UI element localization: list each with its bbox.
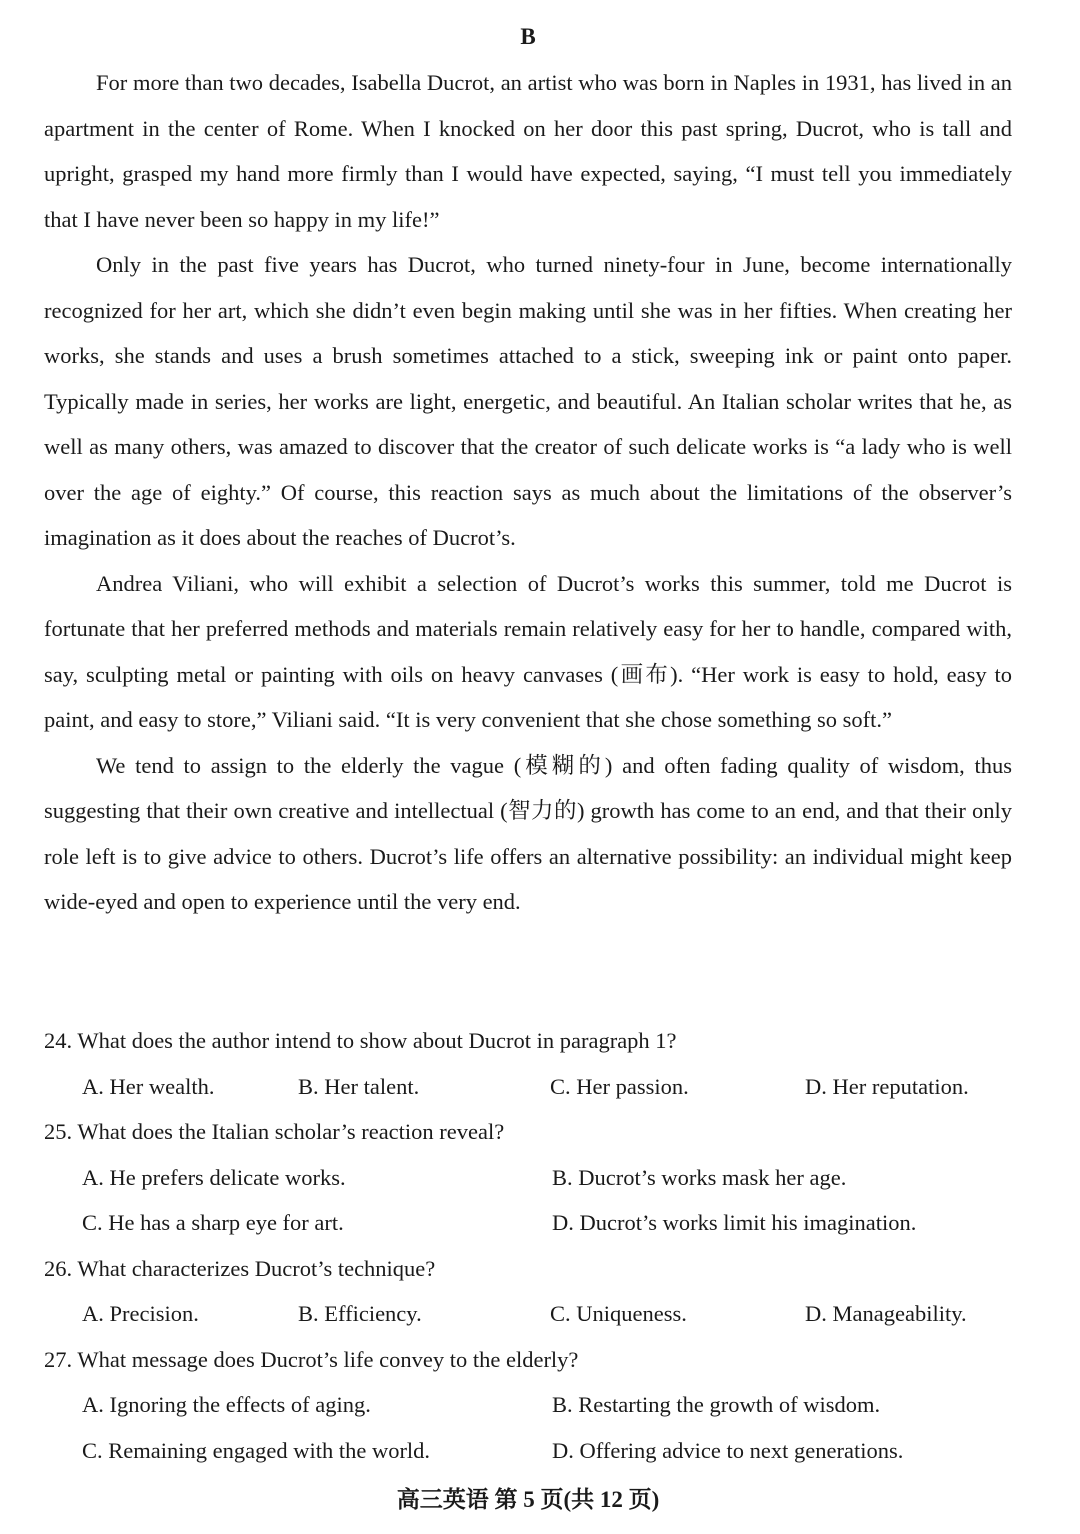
option-d: D. Manageability. <box>805 1301 967 1326</box>
option-d: D. Her reputation. <box>805 1073 969 1099</box>
passage-paragraph-2: Only in the past five years has Ducrot, who turned ninety-four in June, become internationally recognized for her art, which she didn’t even begin making until she was in her fifties. When creating her works, she stands and uses a brush sometimes attached to a stick, sweeping ink or paint onto paper. Typically made in series, her works are light, energetic, and beautiful. An Italian scholar writes that he, as well as many others, was amazed to discover that the creator of such delicate works is “a lady who is well over the age of eighty.” Of course, this reaction says as much about the limitations of the observer’s imagination as it does about the reaches of Ducrot’s. <box>44 252 1012 550</box>
option-row <box>44 1200 1012 1246</box>
question-stem: 27. What message does Ducrot’s life convey to the elderly? <box>44 1346 579 1372</box>
question-27 <box>44 1337 1012 1474</box>
passage-paragraph-1: For more than two decades, Isabella Ducrot, an artist who was born in Naples in 1931, has lived in an apartment in the center of Rome. When I knocked on her door this past spring, Ducrot, who is tall and upright, grasped my hand more firmly than I would have expected, saying, “I must tell you immediately that I have never been so happy in my life!” <box>44 70 1012 232</box>
option-b: B. Ducrot’s works mask her age. <box>552 1164 847 1190</box>
question-stem: 24. What does the author intend to show about Ducrot in paragraph 1? <box>44 1028 677 1053</box>
option-c: C. He has a sharp eye for art. <box>82 1210 344 1235</box>
question-25 <box>44 1109 1012 1246</box>
option-a: A. Her wealth. <box>82 1073 215 1099</box>
option-d: D. Offering advice to next generations. <box>552 1437 904 1463</box>
question-list <box>44 1018 1012 1473</box>
option-row <box>44 1064 1012 1110</box>
option-a: A. He prefers delicate works. <box>82 1164 346 1190</box>
option-row <box>44 1428 1012 1474</box>
option-b: B. Her talent. <box>298 1073 420 1099</box>
option-row <box>44 1155 1012 1201</box>
option-a: A. Ignoring the effects of aging. <box>82 1392 371 1417</box>
option-a: A. Precision. <box>82 1301 199 1326</box>
option-b: B. Restarting the growth of wisdom. <box>552 1392 881 1417</box>
passage-paragraph-3: Andrea Viliani, who will exhibit a selection of Ducrot’s works this summer, told me Ducrot is fortunate that her preferred methods and materials remain relatively easy for her to handle, compared with, say, sculpting metal or painting with oils on heavy canvases (画布). “Her work is easy to hold, easy to paint, and easy to store,” Viliani said. “It is very convenient that she chose something so soft.” <box>44 570 1012 732</box>
option-b: B. Efficiency. <box>298 1301 422 1326</box>
option-c: C. Her passion. <box>550 1073 689 1099</box>
page-footer: 高三英语 第 5 页(共 12 页) <box>396 1487 660 1512</box>
question-26 <box>44 1246 1012 1337</box>
question-stem: 25. What does the Italian scholar’s reaction reveal? <box>44 1119 505 1144</box>
option-row <box>44 1291 1012 1337</box>
section-heading: B <box>520 24 536 49</box>
reading-passage <box>44 60 1012 925</box>
question-24 <box>44 1018 1012 1109</box>
option-d: D. Ducrot’s works limit his imagination. <box>552 1210 917 1235</box>
passage-paragraph-4: We tend to assign to the elderly the vague (模糊的) and often fading quality of wisdom, thus suggesting that their own creative and intellectual (智力的) growth has come to an end, and that their only role left is to give advice to others. Ducrot’s life offers an alternative possibility: an individual might keep wide-eyed and open to experience until the very end. <box>44 752 1012 914</box>
question-stem: 26. What characterizes Ducrot’s technique? <box>44 1255 436 1281</box>
option-c: C. Remaining engaged with the world. <box>82 1437 431 1463</box>
option-c: C. Uniqueness. <box>550 1301 687 1326</box>
option-row <box>44 1382 1012 1428</box>
